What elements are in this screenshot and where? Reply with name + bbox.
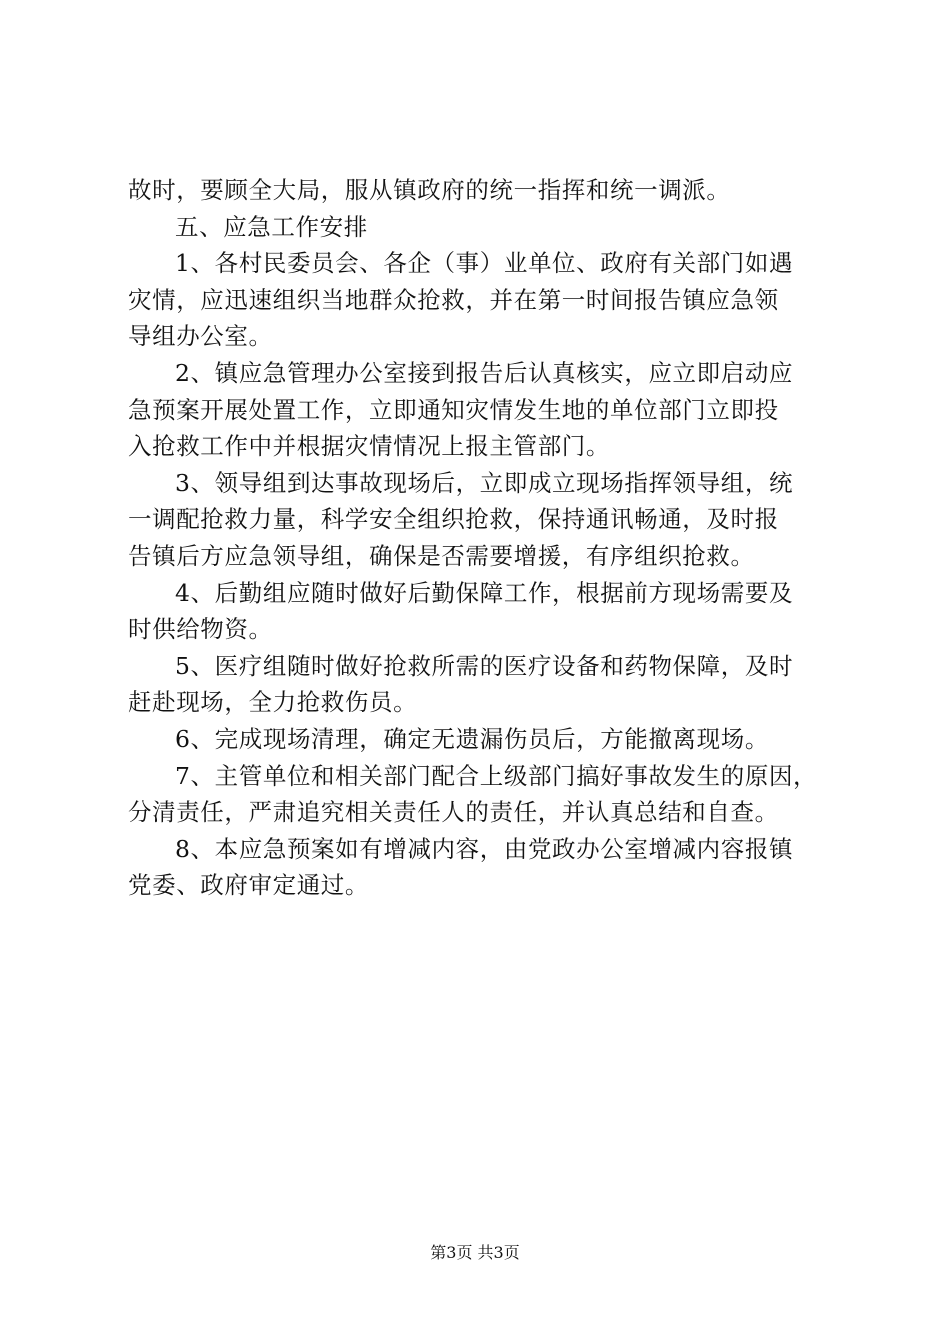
body-line: 7、主管单位和相关部门配合上级部门搞好事故发生的原因， — [175, 761, 818, 790]
body-line: 6、完成现场清理，确定无遗漏伤员后，方能撤离现场。 — [175, 724, 769, 753]
body-line: 2、镇应急管理办公室接到报告后认真核实，应立即启动应 — [175, 358, 794, 387]
body-line: 告镇后方应急领导组，确保是否需要增援，有序组织抢救。 — [128, 541, 755, 570]
body-line: 灾情，应迅速组织当地群众抢救，并在第一时间报告镇应急领 — [128, 285, 779, 314]
body-line: 4、后勤组应随时做好后勤保障工作，根据前方现场需要及 — [175, 578, 794, 607]
body-line: 导组办公室。 — [128, 322, 273, 351]
section-heading: 五、应急工作安排 — [175, 212, 368, 241]
page-number-footer: 第3页 共3页 — [430, 1243, 520, 1262]
body-line: 入抢救工作中并根据灾情情况上报主管部门。 — [128, 432, 610, 461]
body-line: 赶赴现场，全力抢救伤员。 — [128, 688, 418, 717]
body-line: 时供给物资。 — [128, 615, 273, 644]
body-line: 党委、政府审定通过。 — [128, 871, 369, 900]
body-line: 故时，要顾全大局，服从镇政府的统一指挥和统一调派。 — [128, 176, 731, 204]
body-line: 分清责任，严肃追究相关责任人的责任，并认真总结和自查。 — [128, 798, 779, 827]
body-line: 8、本应急预案如有增减内容，由党政办公室增减内容报镇 — [175, 834, 794, 863]
body-line: 1、各村民委员会、各企（事）业单位、政府有关部门如遇 — [175, 249, 794, 278]
body-line: 一调配抢救力量，科学安全组织抢救，保持通讯畅通，及时报 — [128, 505, 779, 534]
body-line: 急预案开展处置工作，立即通知灾情发生地的单位部门立即投 — [128, 395, 779, 424]
document-body — [128, 172, 840, 904]
body-line: 5、医疗组随时做好抢救所需的医疗设备和药物保障，及时 — [175, 651, 794, 680]
body-line: 3、领导组到达事故现场后，立即成立现场指挥领导组，统 — [175, 468, 794, 497]
